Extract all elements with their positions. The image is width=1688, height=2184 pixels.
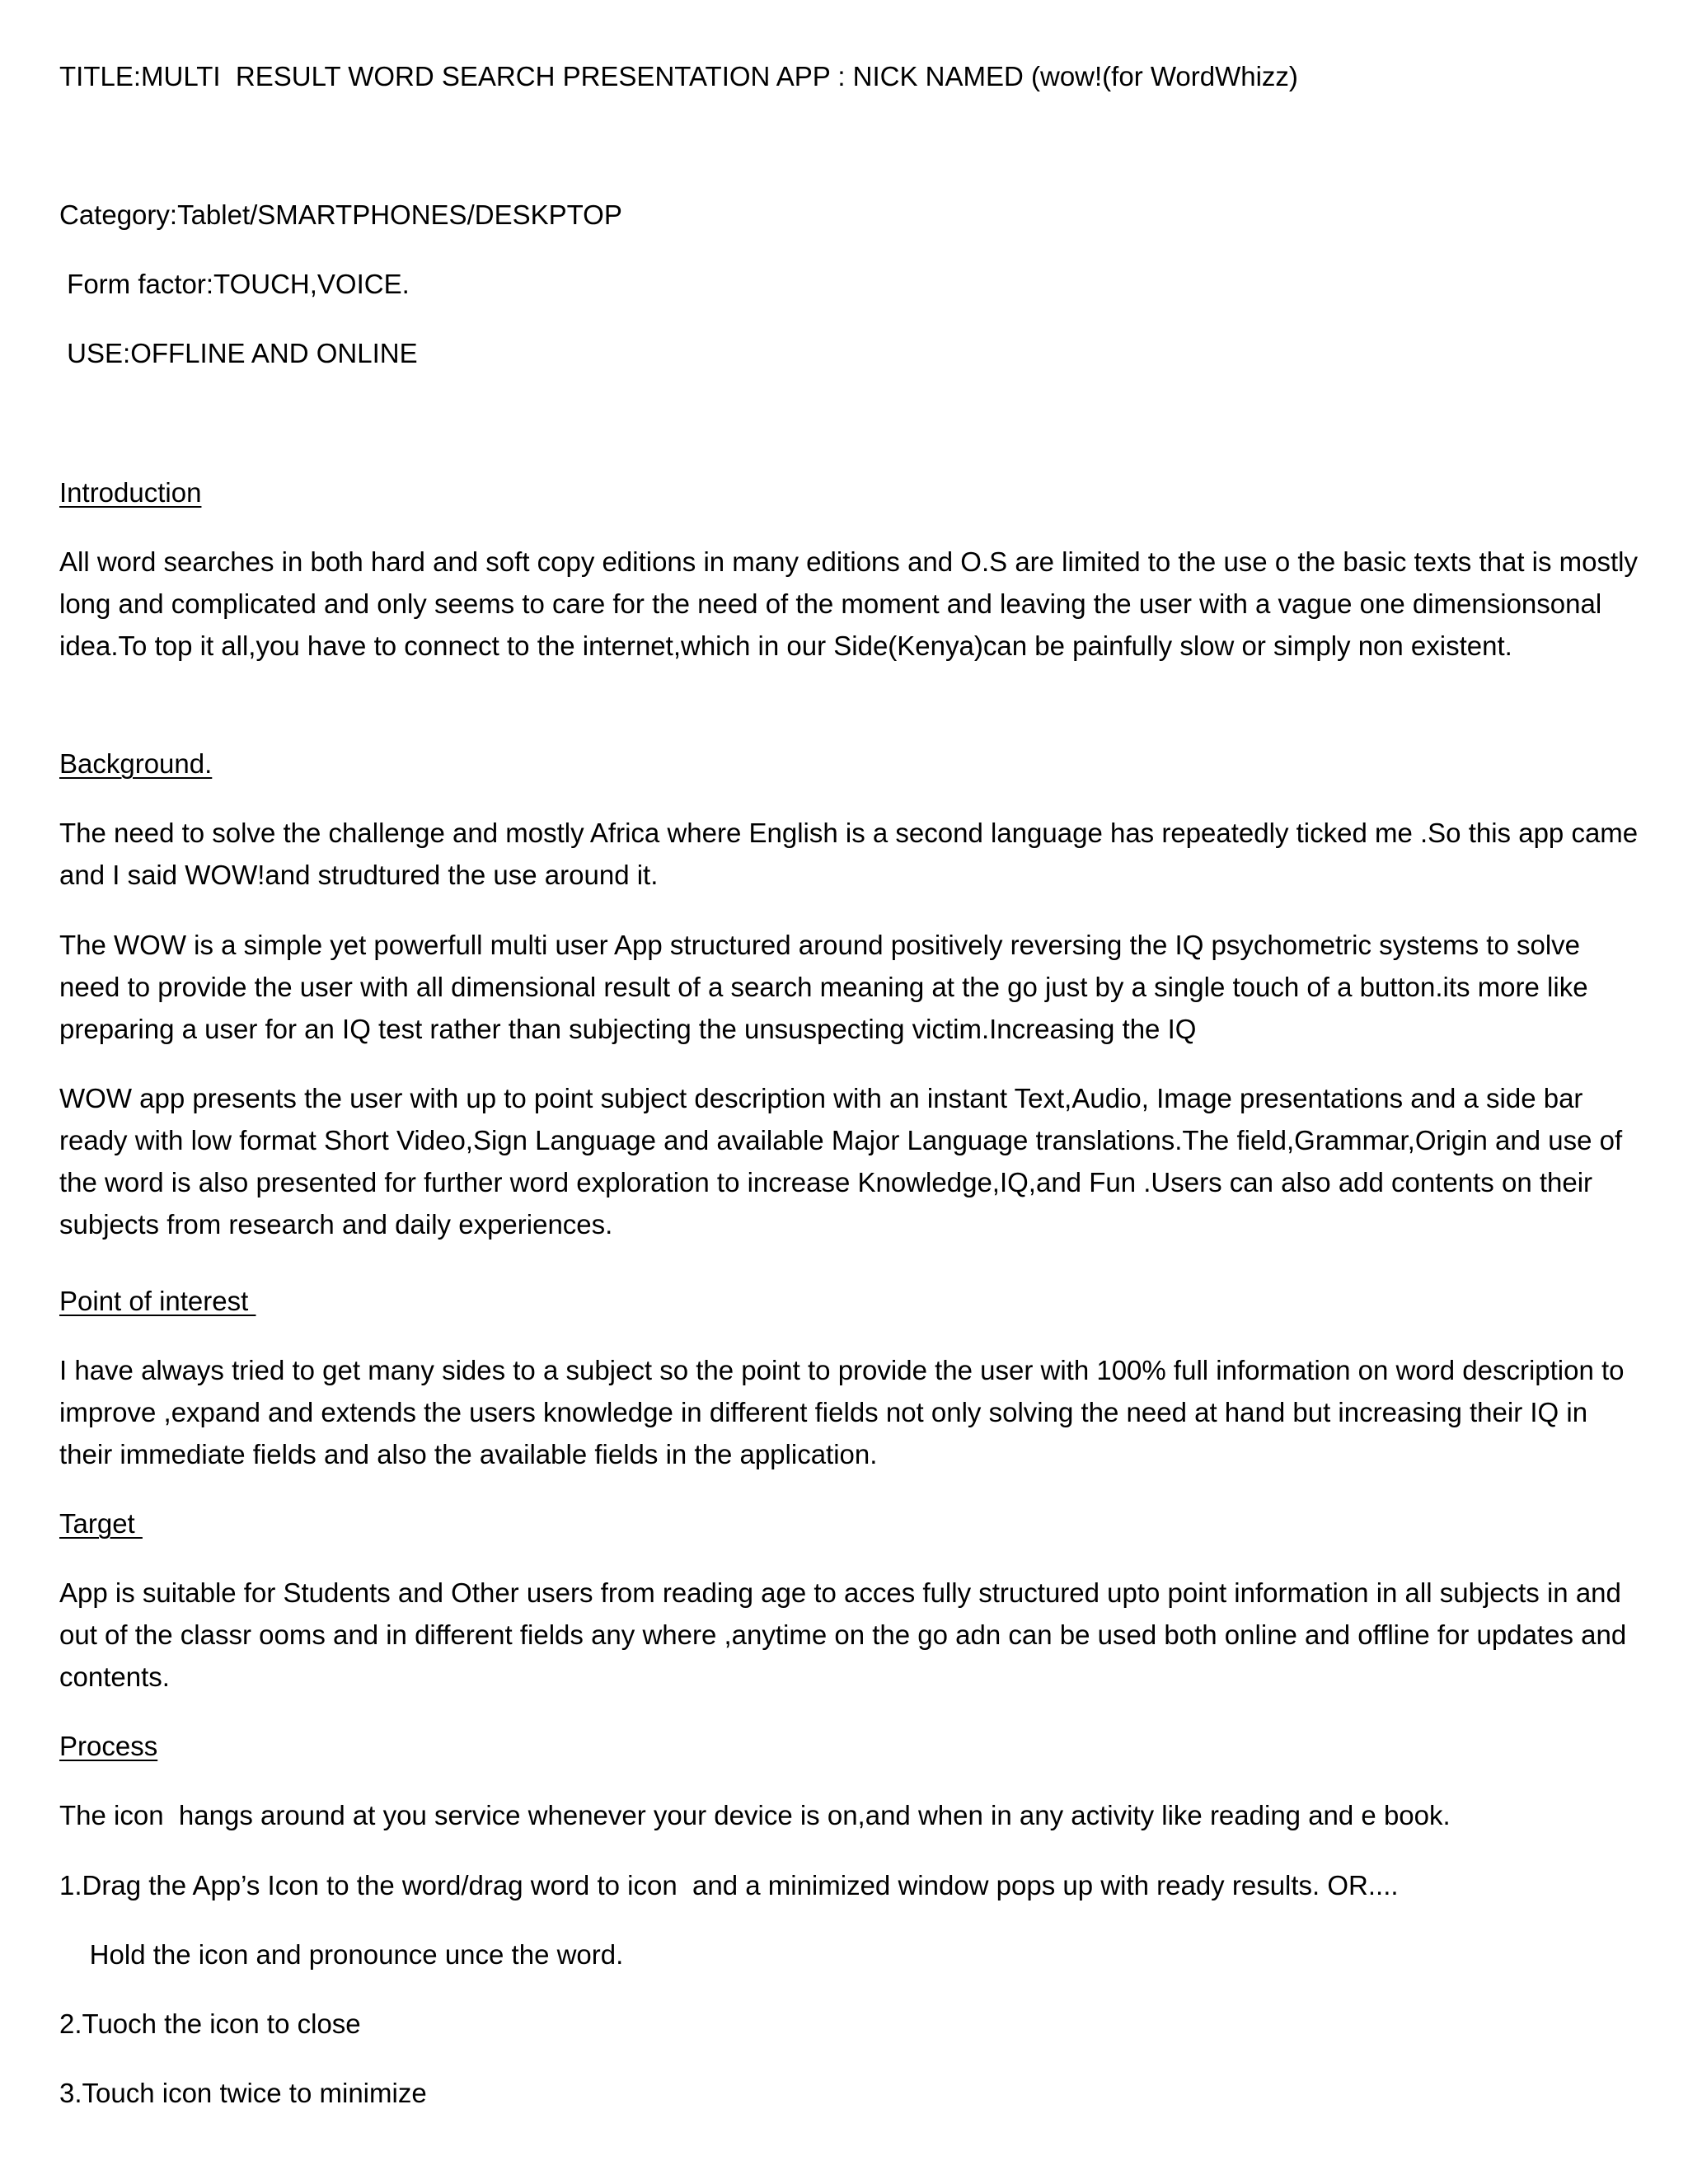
- process-step-1: 1.Drag the App’s Icon to the word/drag word to icon and a minimized window pops up with ready results. OR....: [59, 1870, 1399, 1900]
- introduction-heading: Introduction: [59, 477, 202, 508]
- use-line: USE:OFFLINE AND ONLINE: [59, 338, 418, 368]
- background-paragraph-2: The WOW is a simple yet powerfull multi user App structured around positively reversing the IQ psychometric systems to solve need to provide the user with all dimensional result of a search meaning at the go just by a single touch of a button.its more like preparing a user for an IQ test rather than subjecting the unsuspecting victim.Increasing the IQ: [59, 930, 1588, 1044]
- process-step-2: 2.Tuoch the icon to close: [59, 2008, 361, 2039]
- process-intro: The icon hangs around at you service whenever your device is on,and when in any activity like reading and e book.: [59, 1800, 1451, 1830]
- process-step-3: 3.Touch icon twice to minimize: [59, 2078, 427, 2108]
- category-line: Category:Tablet/SMARTPHONES/DESKPTOP: [59, 199, 622, 230]
- process-heading: Process: [59, 1731, 158, 1761]
- document-title: TITLE:MULTI RESULT WORD SEARCH PRESENTATION APP : NICK NAMED (wow!(for WordWhizz): [59, 61, 1298, 91]
- background-paragraph-3: WOW app presents the user with up to point subject description with an instant Text,Audio, Image presentations and a side bar ready with low format Short Video,Sign Language and available Major Language translations.The field,Grammar,Origin and use of the word is also presented for further word exploration to increase Knowledge,IQ,and Fun .Users can also add contents on their subjects from research and daily experiences.: [59, 1083, 1623, 1240]
- introduction-paragraph: All word searches in both hard and soft copy editions in many editions and O.S are limited to the use o the basic texts that is mostly long and complicated and only seems to care for the need of the moment and leaving the user with a vague one dimensionsonal idea.To top it all,you have to connect to the internet,which in our Side(Kenya)can be painfully slow or simply non existent.: [59, 546, 1638, 661]
- process-step-1-alternative: Hold the icon and pronounce unce the word.: [59, 1939, 624, 1970]
- target-paragraph: App is suitable for Students and Other users from reading age to acces fully structured upto point information in all subjects in and out of the classr ooms and in different fields any where ,anytime on the go adn can be used both online and offline for updates and contents.: [59, 1577, 1627, 1692]
- target-heading: Target: [59, 1508, 143, 1539]
- point-of-interest-heading: Point of interest: [59, 1286, 256, 1316]
- background-heading: Background.: [59, 748, 213, 779]
- form-factor-line: Form factor:TOUCH,VOICE.: [59, 269, 410, 299]
- point-of-interest-paragraph: I have always tried to get many sides to a subject so the point to provide the user with 100% full information on word description to improve ,expand and extends the users knowledge in different fields not only solving the need at hand but increasing their IQ in their immediate fields and also the available fields in the application.: [59, 1355, 1625, 1469]
- background-paragraph-1: The need to solve the challenge and mostly Africa where English is a second language has repeatedly ticked me .So this app came and I said WOW!and strudtured the use around it.: [59, 818, 1639, 890]
